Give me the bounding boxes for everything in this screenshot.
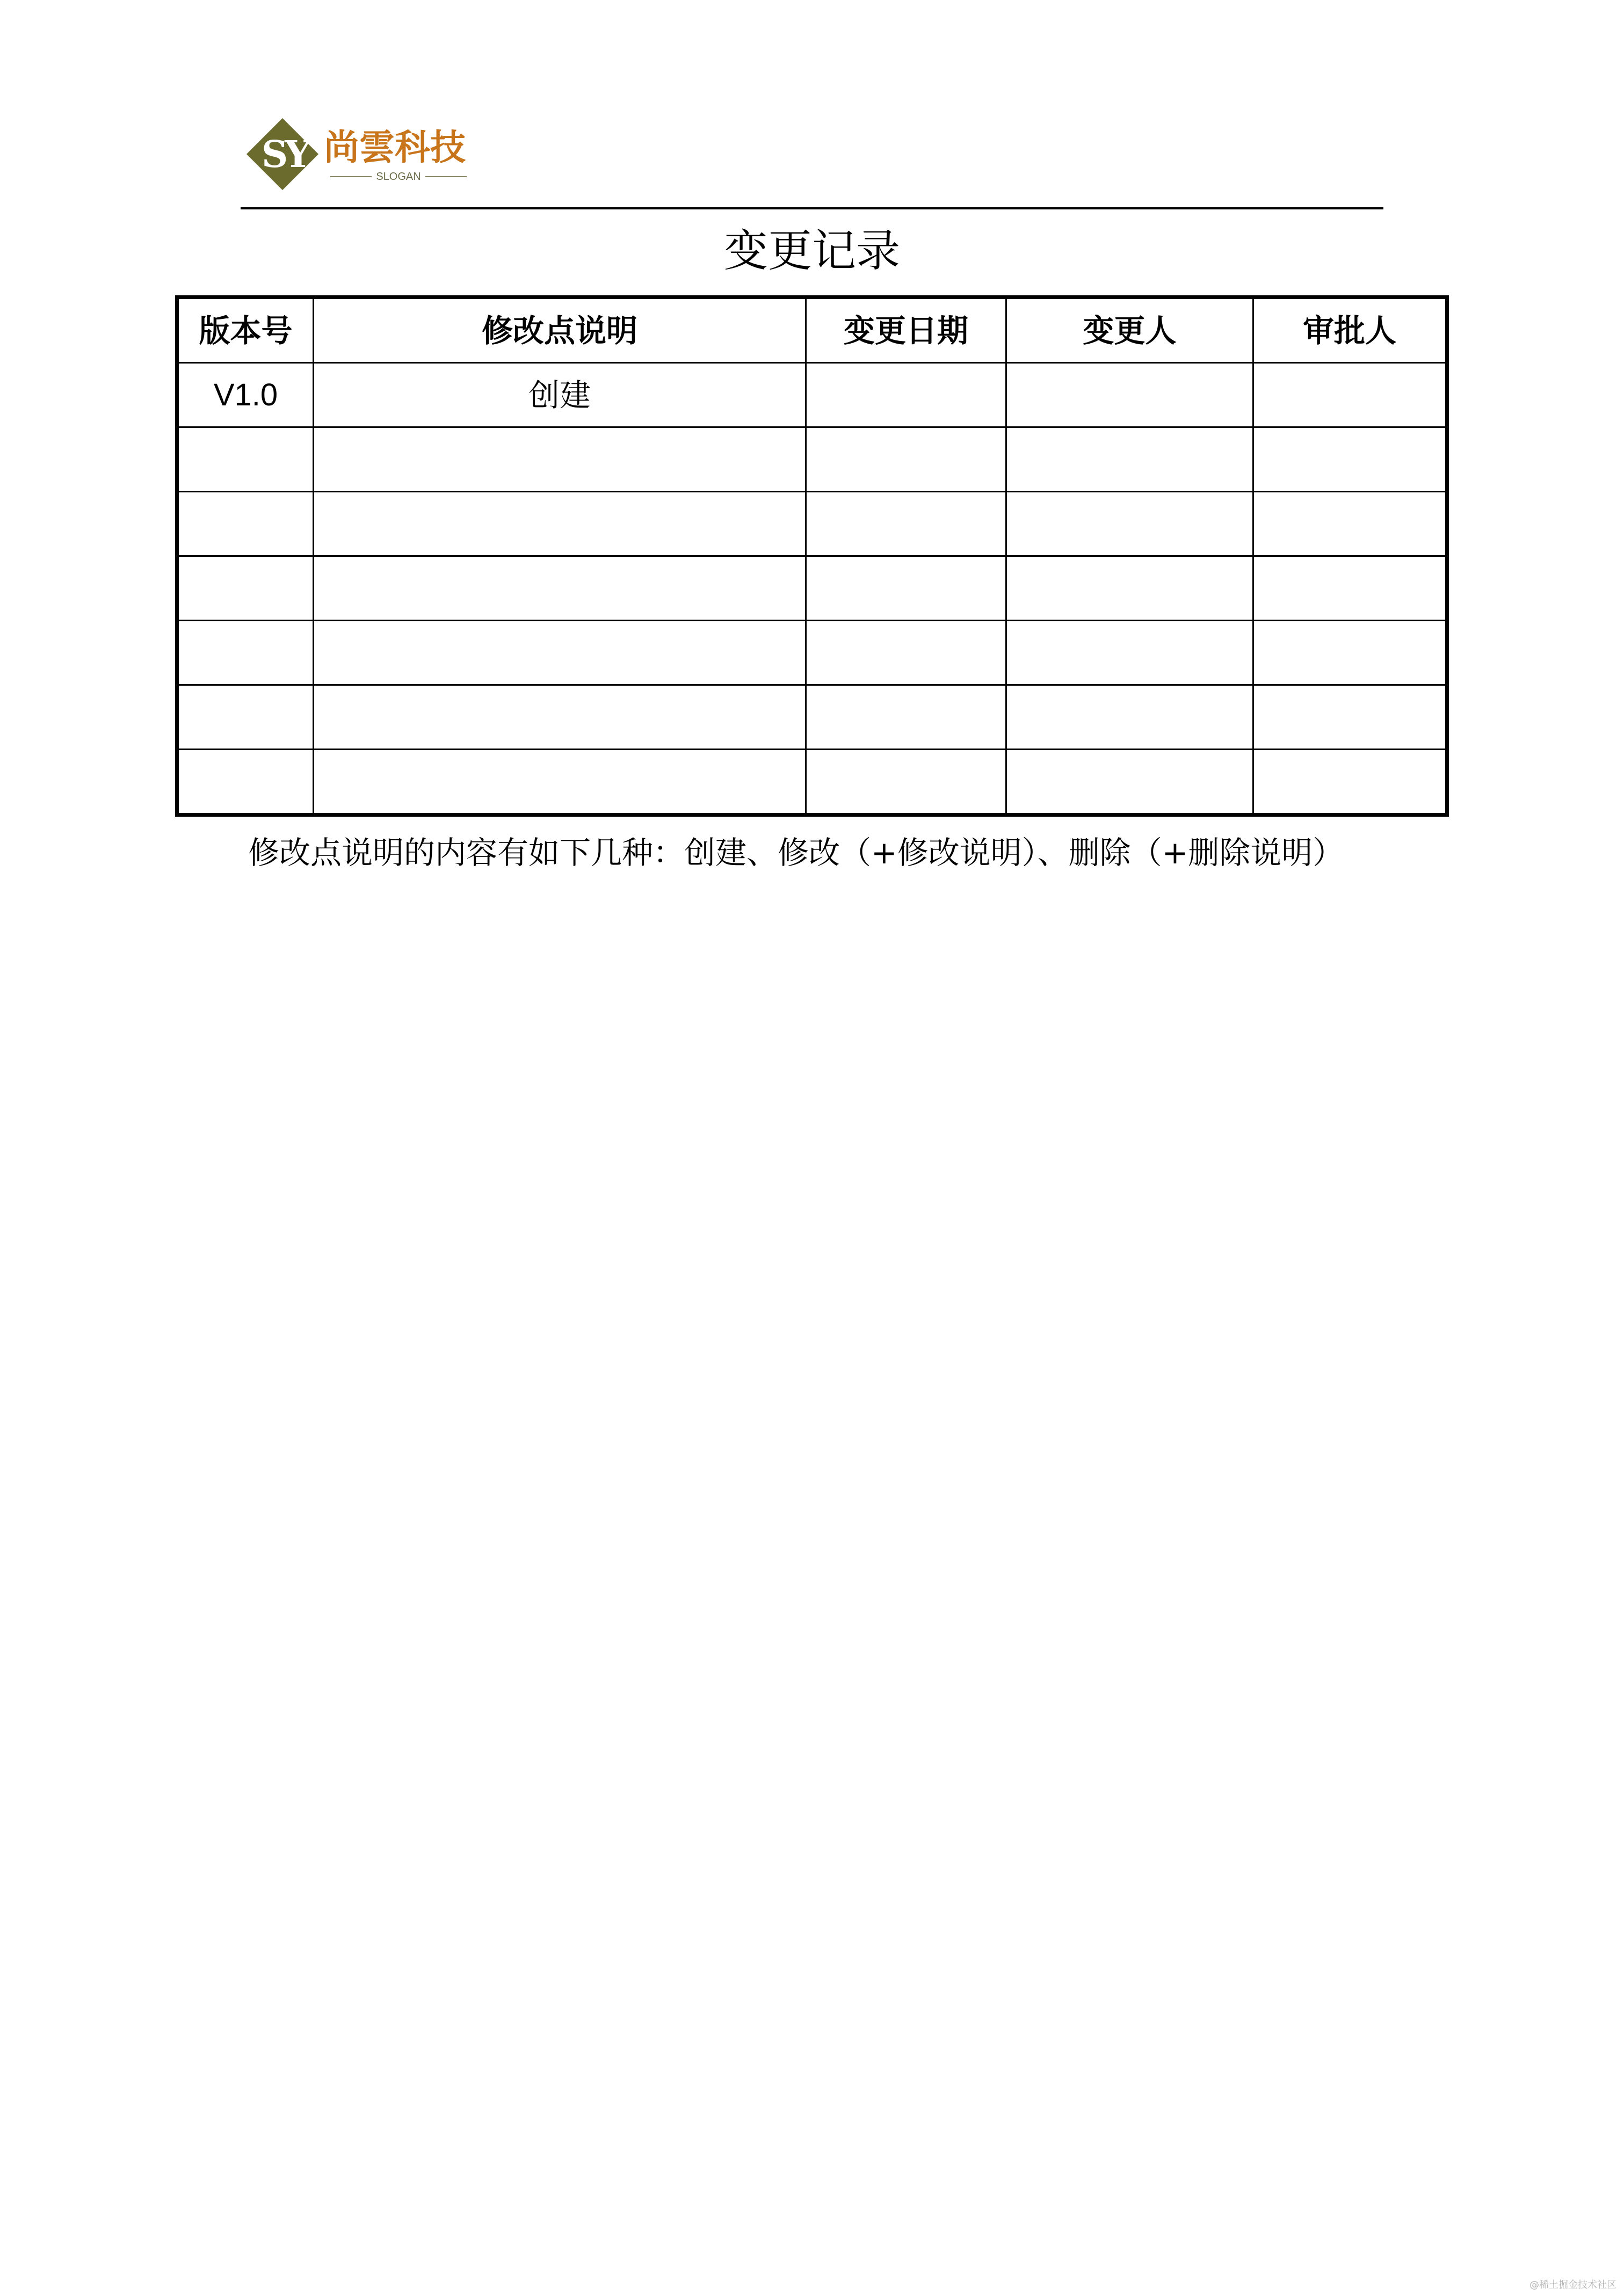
cell-approver [1253, 363, 1447, 427]
table-row [177, 427, 1447, 492]
cell-change-description [314, 685, 806, 750]
cell-change-description [314, 621, 806, 685]
cell-approver [1253, 556, 1447, 621]
cell-approver [1253, 750, 1447, 815]
cell-changed-by [1006, 427, 1253, 492]
cell-change-date [806, 427, 1006, 492]
cell-changed-by [1006, 685, 1253, 750]
logo-company-name: 尚雲科技 [324, 126, 466, 168]
logo-slogan-rule-right [425, 176, 467, 177]
change-record-table [175, 295, 1449, 817]
column-header-change-date: 变更日期 [806, 297, 1006, 363]
header-divider [241, 207, 1383, 209]
cell-changed-by [1006, 621, 1253, 685]
logo-slogan-row [330, 170, 467, 184]
cell-approver [1253, 685, 1447, 750]
cell-version [177, 685, 314, 750]
cell-version: V1.0 [177, 363, 314, 427]
table-header-row [177, 297, 1447, 363]
cell-change-date [806, 492, 1006, 556]
cell-approver [1253, 427, 1447, 492]
logo-slogan-rule-left [330, 176, 372, 177]
cell-version [177, 621, 314, 685]
column-header-version: 版本号 [177, 297, 314, 363]
logo-slogan: SLOGAN [376, 171, 421, 183]
table-row [177, 556, 1447, 621]
cell-changed-by [1006, 492, 1253, 556]
cell-change-date [806, 621, 1006, 685]
table-row [177, 685, 1447, 750]
cell-change-description: 创建 [314, 363, 806, 427]
logo-mark: SY [262, 133, 308, 176]
page-title: 变更记录 [723, 226, 900, 277]
cell-version [177, 427, 314, 492]
cell-change-date [806, 685, 1006, 750]
cell-changed-by [1006, 556, 1253, 621]
cell-change-description [314, 492, 806, 556]
cell-change-date [806, 750, 1006, 815]
cell-version [177, 556, 314, 621]
cell-change-description [314, 427, 806, 492]
table-row [177, 363, 1447, 427]
table-row [177, 750, 1447, 815]
column-header-changed-by: 变更人 [1006, 297, 1253, 363]
cell-version [177, 492, 314, 556]
column-header-change-description: 修改点说明 [314, 297, 806, 363]
table-row [177, 492, 1447, 556]
cell-approver [1253, 621, 1447, 685]
cell-version [177, 750, 314, 815]
watermark: @稀土掘金技术社区 [1529, 2279, 1616, 2291]
table-row [177, 621, 1447, 685]
company-logo [244, 114, 470, 194]
change-types-note: 修改点说明的内容有如下几种：创建、修改（+修改说明）、删除（+删除说明） [248, 834, 1344, 871]
cell-change-description [314, 750, 806, 815]
column-header-approver: 审批人 [1253, 297, 1447, 363]
cell-approver [1253, 492, 1447, 556]
cell-changed-by [1006, 363, 1253, 427]
cell-change-description [314, 556, 806, 621]
cell-change-date [806, 556, 1006, 621]
cell-changed-by [1006, 750, 1253, 815]
cell-change-date [806, 363, 1006, 427]
